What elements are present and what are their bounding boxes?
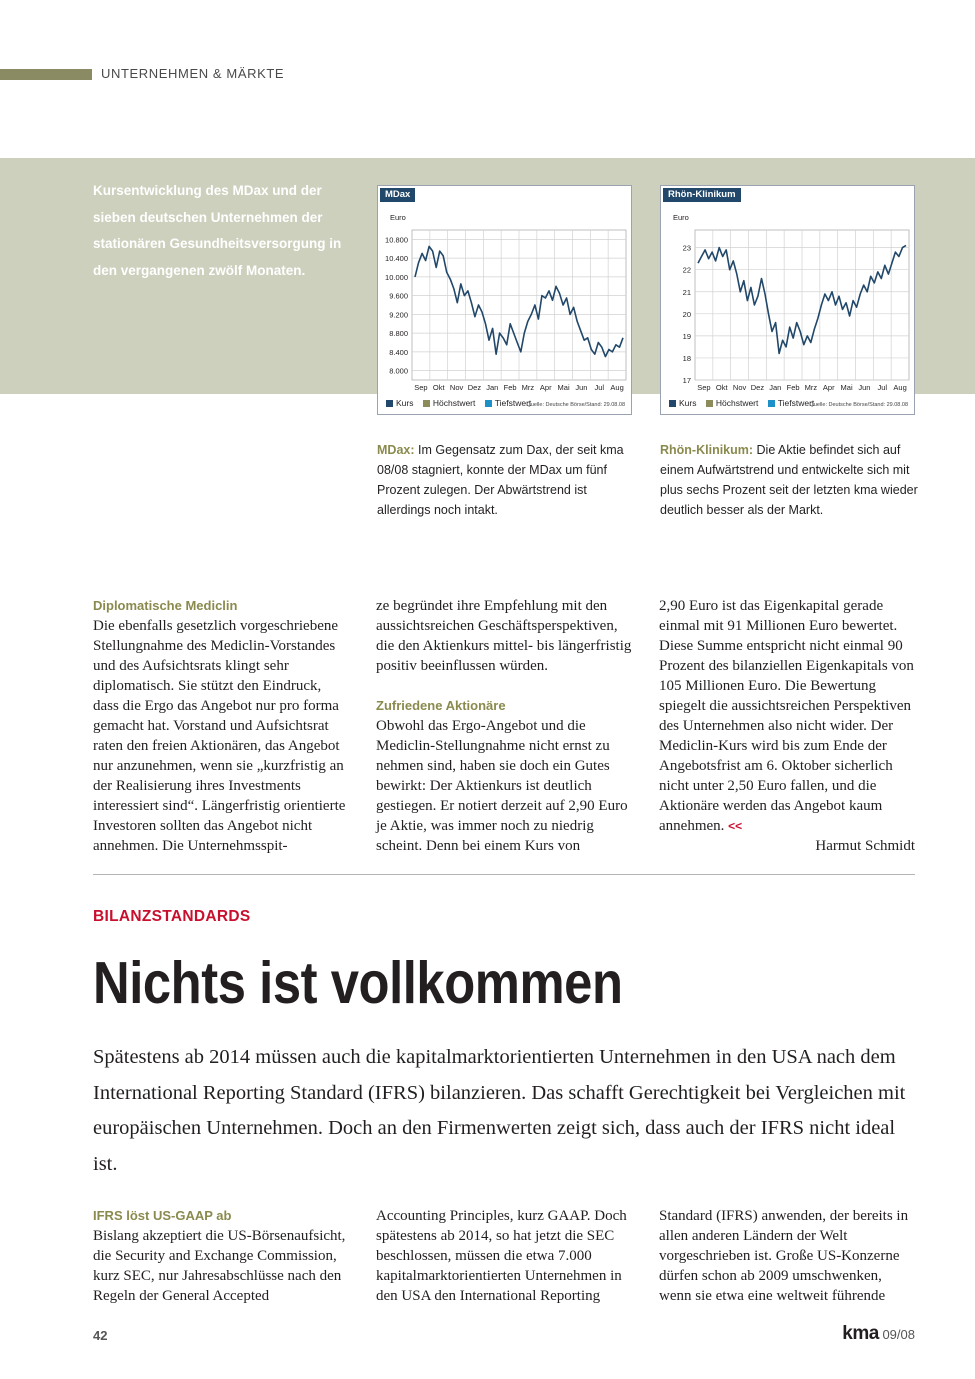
legend-hoechst-swatch <box>423 400 430 407</box>
x-tick-label: Feb <box>503 383 517 392</box>
legend-tief: Tiefstwert <box>494 398 532 408</box>
rhoen-chart <box>660 185 915 415</box>
y-axis-label: Euro <box>390 213 406 222</box>
y-tick-label: 20 <box>682 309 691 319</box>
article2-col3-text: Standard (IFRS) anwenden, der bereits in allen anderen Ländern der Welt vorgeschrieben ist. Große US-Konzerne dürfen schon ab 2009 umschwenken, wenn sie etwa eine weltweit führende <box>659 1208 909 1304</box>
mdax-chart-legend <box>386 398 538 408</box>
legend-tief-swatch <box>485 400 492 407</box>
x-tick-label: Apr <box>822 383 835 392</box>
mdax-caption-text: Im Gegensatz zum Dax, der seit kma 08/08 stagniert, konnte der MDax um fünf Prozent zulegen. Der Abwärtstrend ist allerdings noch intakt. <box>377 443 624 517</box>
x-tick-label: Mai <box>557 383 570 392</box>
mdax-chart-plot <box>378 186 633 416</box>
headline: Nichts ist vollkommen <box>93 950 623 1016</box>
y-tick-label: 18 <box>682 353 691 363</box>
rhoen-chart-plot <box>661 186 916 416</box>
x-tick-label: Feb <box>786 383 800 392</box>
legend-kurs-swatch <box>386 400 393 407</box>
x-tick-label: Jan <box>769 383 782 392</box>
y-tick-label: 19 <box>682 331 691 341</box>
end-mark: << <box>728 819 743 833</box>
x-tick-label: Aug <box>610 383 624 392</box>
rhoen-chart-legend <box>669 398 821 408</box>
mdax-chart-source: Quelle: Deutsche Börse/Stand: 29.08.08 <box>526 402 625 408</box>
legend-kurs-swatch <box>669 400 676 407</box>
subhead-diplomatische-mediclin: Diplomatische Mediclin <box>93 598 238 613</box>
article1-col3-text: 2,90 Euro ist das Eigenkapital gerade einmal mit 91 Millionen Euro bewertet. Diese Summe entspricht nicht einmal 90 Prozent des bilanziellen Eigenkapitals von 105 Millionen Euro. Die Bewertung spiegelt die aussichtsreichen Perspektiven des Unternehmen also nicht wider. Der Mediclin-Kurs wird bis zum Ende der Angebotsfrist am 6. Oktober sicherlich nicht unter 2,50 Euro fallen, und die Aktionäre werden das Angebot kaum annehmen. <box>659 598 914 834</box>
y-tick-label: 17 <box>682 376 691 385</box>
legend-hoechst: Höchstwert <box>432 398 476 408</box>
y-tick-label: 8.000 <box>389 366 408 376</box>
x-tick-label: Okt <box>715 383 728 392</box>
rhoen-caption-text: Die Aktie befindet sich auf einem Aufwärtstrend und entwickelte sich mit plus sechs Prozent seit der letzten kma wieder deutlich besser als der Markt. <box>660 443 918 517</box>
author: Harmut Schmidt <box>815 838 915 854</box>
y-tick-label: 10.800 <box>385 235 408 245</box>
lead-paragraph: Spätestens ab 2014 müssen auch die kapitalmarktorientierten Unternehmen in den USA nach dem International Reporting Standard (IFRS) bilanzieren. Das schafft Gerechtigkeit bei Vergleichen mit europäischen Unternehmen. Doch an den Firmenwerten zeigt sich, dass auch der IFRS nicht ideal ist. <box>93 1046 906 1175</box>
y-tick-label: 9.200 <box>389 310 408 320</box>
rhoen-chart-title: Rhön-Klinikum <box>663 188 741 202</box>
article2-col2 <box>376 1206 632 1306</box>
rhoen-caption <box>660 440 920 520</box>
x-tick-label: Okt <box>432 383 445 392</box>
y-tick-label: 21 <box>682 287 691 297</box>
legend-kurs: Kurs <box>396 398 414 408</box>
subhead-ifrs: IFRS löst US-GAAP ab <box>93 1208 232 1223</box>
x-tick-label: Jan <box>486 383 499 392</box>
x-tick-label: Mrz <box>804 383 818 392</box>
x-tick-label: Jun <box>858 383 871 392</box>
mdax-chart <box>377 185 632 415</box>
legend-tief: Tiefstwert <box>777 398 815 408</box>
x-tick-label: Jul <box>594 383 605 392</box>
y-tick-label: 9.600 <box>389 291 408 301</box>
y-axis-label: Euro <box>673 213 689 222</box>
article1-col2-text-a: ze begründet ihre Empfehlung mit den aussichtsreichen Geschäftsperspektiven, die den Aktienkurs mittel- bis längerfristig positiv beeinflussen würden. <box>376 598 632 674</box>
y-tick-label: 23 <box>682 243 691 253</box>
mdax-chart-title: MDax <box>380 188 415 202</box>
article2-col1 <box>93 1206 349 1306</box>
kicker: BILANZSTANDARDS <box>93 908 251 925</box>
legend-hoechst-swatch <box>706 400 713 407</box>
legend-hoechst: Höchstwert <box>715 398 759 408</box>
x-tick-label: Dez <box>467 383 482 392</box>
y-tick-label: 8.400 <box>389 347 408 357</box>
footer-brand <box>842 1323 915 1345</box>
x-tick-label: Nov <box>449 383 464 392</box>
issue-number: 09/08 <box>882 1327 915 1342</box>
section-title: UNTERNEHMEN & MÄRKTE <box>101 66 285 81</box>
x-tick-label: Jun <box>575 383 588 392</box>
article1-col1 <box>93 596 349 856</box>
article2-col3 <box>659 1206 915 1306</box>
x-tick-label: Mai <box>840 383 853 392</box>
article1-col3-body <box>659 596 915 836</box>
y-tick-label: 10.400 <box>385 254 408 264</box>
article1-col3 <box>659 596 915 856</box>
y-tick-label: 22 <box>682 265 691 275</box>
y-tick-label: 8.800 <box>389 329 408 339</box>
x-tick-label: Apr <box>539 383 552 392</box>
x-tick-label: Dez <box>750 383 765 392</box>
x-tick-label: Sep <box>697 383 711 392</box>
article1-col1-text: Die ebenfalls gesetzlich vorgeschriebene Stellungnahme des Mediclin-Vorstandes und des Aufsichtsrats klingt sehr diplomatisch. Sie stützt den Eindruck, dass die Ergo das Angebot nur pro forma gemacht hat. Vorstand und Aufsichtsrat raten den freien Aktionären, das Angebot nur anzunehmen, wenn sie „kurzfristig an der Realisierung ihres Investments interessiert sind“. Längerfristig orientierte Investoren sollten das Angebot nicht annehmen. Die Unternehmsspit- <box>93 618 346 854</box>
x-tick-label: Nov <box>732 383 747 392</box>
divider <box>93 874 915 875</box>
article2-col1-text: Bislang akzeptiert die US-Börsenaufsicht, die Security and Exchange Commission, kurz SEC, nur Jahresabschlüsse nach den Regeln der General Accepted <box>93 1228 346 1304</box>
x-tick-label: Mrz <box>521 383 535 392</box>
y-tick-label: 10.000 <box>385 272 408 282</box>
page-number: 42 <box>93 1328 108 1343</box>
band-caption: Kursentwicklung des MDax und der sieben deutschen Unternehmen der stationären Gesundheitsversorgung in den vergangenen zwölf Monaten. <box>93 183 342 278</box>
mdax-caption <box>377 440 637 520</box>
rhoen-caption-label: Rhön-Klinikum: <box>660 443 754 457</box>
article1-col2 <box>376 596 632 856</box>
subhead-zufriedene-aktionaere: Zufriedene Aktionäre <box>376 698 506 713</box>
x-tick-label: Sep <box>414 383 428 392</box>
mdax-caption-label: MDax: <box>377 443 415 457</box>
section-bar <box>0 69 92 80</box>
legend-kurs: Kurs <box>679 398 697 408</box>
x-tick-label: Aug <box>893 383 907 392</box>
article2-col2-text: Accounting Principles, kurz GAAP. Doch spätestens ab 2014, so hat jetzt die SEC beschlossen, müssen die etwa 7.000 kapitalmarktorientierten Unternehmen in den USA den International Reporting <box>376 1208 627 1304</box>
kma-logo: kma <box>842 1323 879 1344</box>
legend-tief-swatch <box>768 400 775 407</box>
x-tick-label: Jul <box>877 383 888 392</box>
rhoen-chart-source: Quelle: Deutsche Börse/Stand: 29.08.08 <box>809 402 908 408</box>
article1-col2-text-b: Obwohl das Ergo-Angebot und die Mediclin-Stellungnahme nicht ernst zu nehmen sind, haben sie doch ein Gutes bewirkt: Der Aktienkurs ist deutlich gestiegen. Er notiert derzeit auf 2,90 Euro je Aktie, was immer noch zu niedrig scheint. Denn bei einem Kurs von <box>376 718 628 854</box>
